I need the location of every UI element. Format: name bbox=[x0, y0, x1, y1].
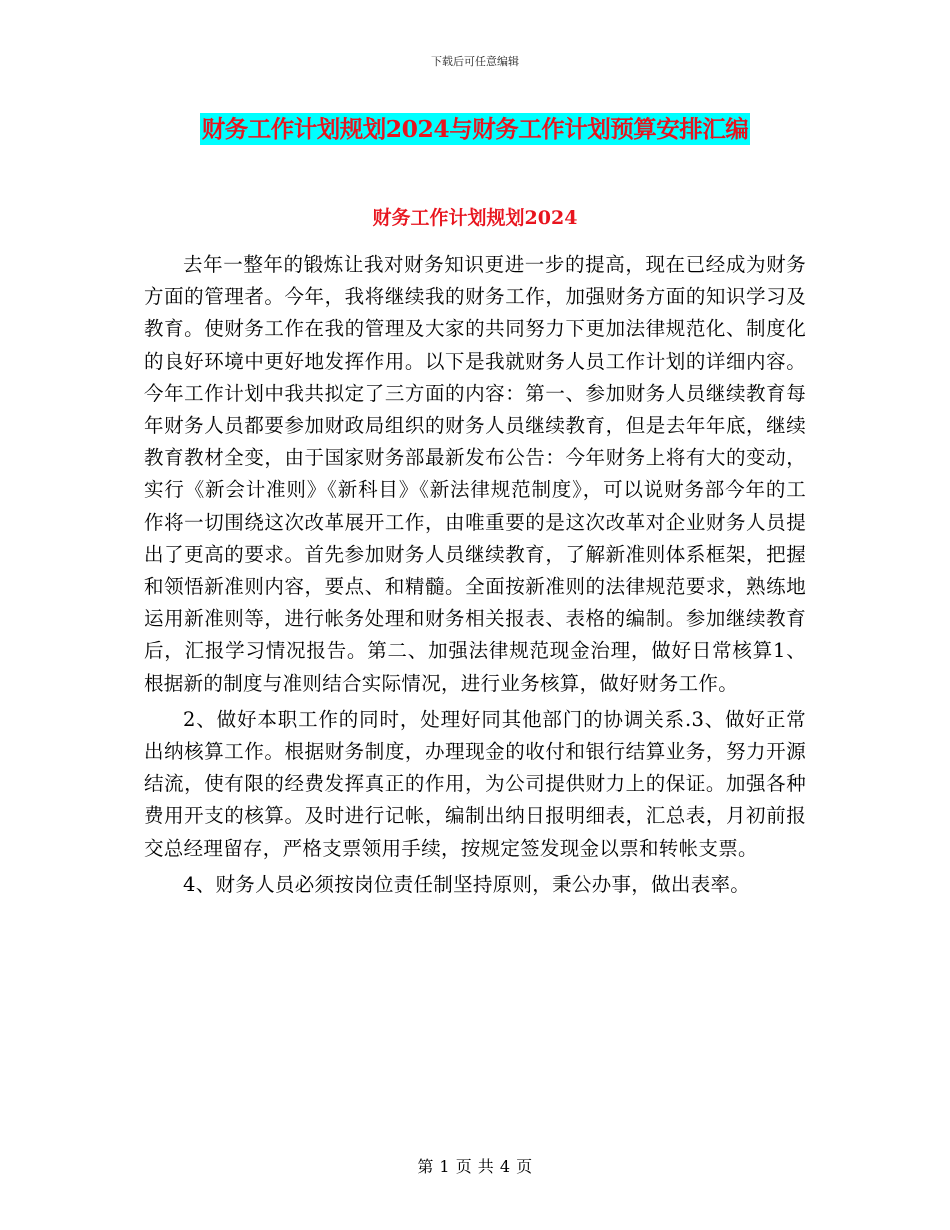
paragraph-2: 2、做好本职工作的同时，处理好同其他部门的协调关系.3、做好正常出纳核算工作。根据财务制度，办理现金的收付和银行结算业务，努力开源结流，使有限的经费发挥真正的作用，为公司提供财力上的保证。加强各种费用开支的核算。及时进行记帐，编制出纳日报明细表，汇总表，月初前报交总经理留存，严格支票领用手续，按规定签发现金以票和转帐支票。 bbox=[144, 707, 806, 860]
paragraph-3: 4、财务人员必须按岗位责任制坚持原则，秉公办事，做出表率。 bbox=[183, 872, 751, 896]
section-title: 财务工作计划规划2024 bbox=[372, 207, 578, 229]
document-body bbox=[144, 249, 806, 905]
main-title: 财务工作计划规划2024与财务工作计划预算安排汇编 bbox=[201, 115, 749, 143]
main-title-container bbox=[0, 113, 950, 145]
page-footer: 第 1 页 共 4 页 bbox=[417, 1157, 533, 1176]
header-note: 下载后可任意编辑 bbox=[431, 55, 519, 68]
paragraph-1: 去年一整年的锻炼让我对财务知识更进一步的提高，现在已经成为财务方面的管理者。今年，我将继续我的财务工作，加强财务方面的知识学习及教育。使财务工作在我的管理及大家的共同努力下更加法律规范化、制度化的良好环境中更好地发挥作用。以下是我就财务人员工作计划的详细内容。今年工作计划中我共拟定了三方面的内容：第一、参加财务人员继续教育每年财务人员都要参加财政局组织的财务人员继续教育，但是去年年底，继续教育教材全变，由于国家财务部最新发布公告：今年财务上将有大的变动，实行《新会计准则》《新科目》《新法律规范制度》，可以说财务部今年的工作将一切围绕这次改革展开工作，由唯重要的是这次改革对企业财务人员提出了更高的要求。首先参加财务人员继续教育，了解新准则体系框架，把握和领悟新准则内容，要点、和精髓。全面按新准则的法律规范要求，熟练地运用新准则等，进行帐务处理和财务相关报表、表格的编制。参加继续教育后，汇报学习情况报告。第二、加强法律规范现金治理，做好日常核算1、根据新的制度与准则结合实际情况，进行业务核算，做好财务工作。 bbox=[144, 253, 806, 695]
